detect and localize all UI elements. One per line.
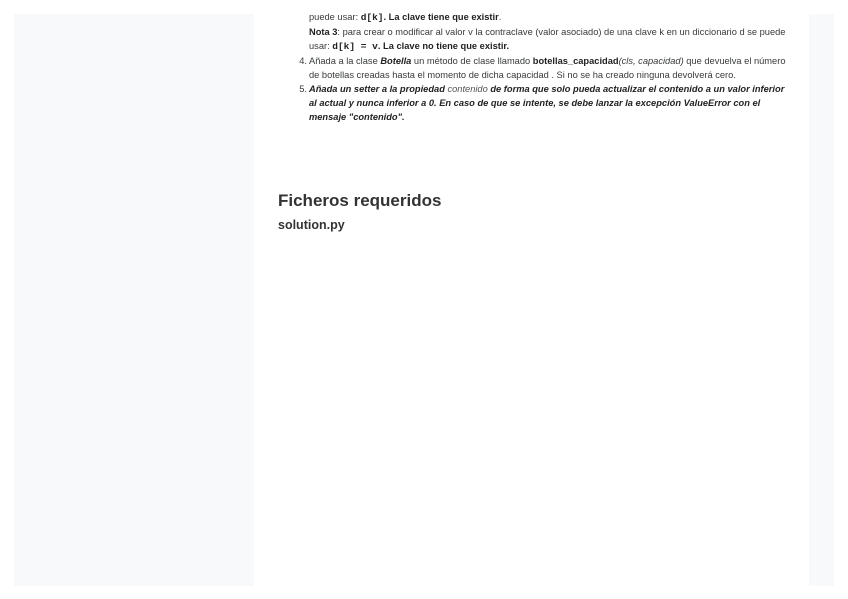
item4-mid: un método de clase llamado xyxy=(411,56,533,66)
nota-label: Nota 3 xyxy=(309,27,338,37)
nota-text: : para crear o modificar al valor v la contraclave (valor asociado) de una clave k en un diccionario d se puede usar: xyxy=(309,27,786,51)
instructions-content xyxy=(278,10,788,124)
required-files-heading: Ficheros requeridos xyxy=(278,191,442,210)
right-sidebar xyxy=(809,14,834,586)
nota-bold: . La clave no tiene que existir. xyxy=(377,41,510,51)
item3-line xyxy=(309,10,788,25)
left-sidebar xyxy=(14,14,254,586)
item3-text: puede usar: xyxy=(309,12,361,22)
item5-text: Añada un setter a la propiedad xyxy=(309,84,448,94)
item5-prop: contenido xyxy=(447,84,488,94)
item4-params: (cls, capacidad) xyxy=(618,56,684,66)
item3-post: . xyxy=(498,12,502,22)
item4-post: que devuelva el número de botellas creadas hasta el momento de dicha capacidad . Si no se ha creado ninguna devolverá cero. xyxy=(309,56,786,80)
item4-method: botellas_capacidad xyxy=(532,56,619,66)
list-number: 5. xyxy=(299,84,307,94)
item3-bold: . La clave tiene que existir xyxy=(383,12,499,22)
required-file-name: solution.py xyxy=(278,218,345,232)
item4-text: Añada a la clase xyxy=(309,56,381,66)
nota-code: d[k] = v xyxy=(332,41,378,52)
item3-code: d[k] xyxy=(360,12,384,23)
list-item-5 xyxy=(278,82,788,124)
instructions-list xyxy=(278,10,788,124)
list-number: 4. xyxy=(299,56,307,66)
item4-class-name: Botella xyxy=(380,56,412,66)
list-item-3-continuation xyxy=(278,10,788,54)
nota-3 xyxy=(309,25,788,54)
item5-post: de forma que solo pueda actualizar el contenido a un valor inferior al actual y nunca inferior a 0. En caso de que se intente, se debe lanzar la excepción ValueError con el mensaje "contenido". xyxy=(309,84,785,122)
list-item-4 xyxy=(278,54,788,82)
